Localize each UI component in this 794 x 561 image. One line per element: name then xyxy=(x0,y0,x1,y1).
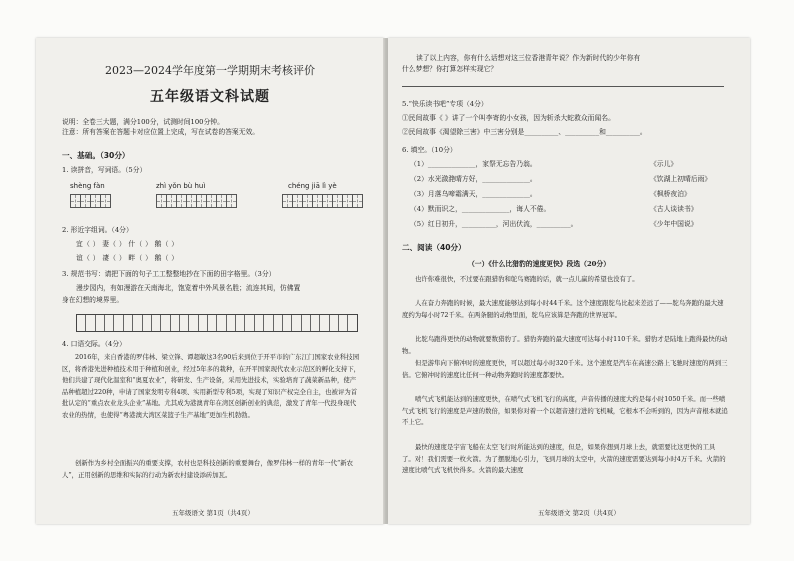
question-3: 3. 规范书写：请把下面的句子工工整整地抄在下面的田字格里。（3分） xyxy=(62,270,276,278)
question-6-item-1: （1）______________，家祭无忘告乃翁。 xyxy=(410,160,537,168)
q4-answer-line[interactable] xyxy=(402,76,724,87)
copy-writing-grid[interactable] xyxy=(76,314,358,332)
page-1-footer: 五年级语文 第1页（共4页） xyxy=(172,509,254,517)
reading-paragraph-2: 人在奋力奔跑的时候，最大速度能够达到每小时44千米。这个速度跟鸵鸟比起来差远了——鸵鸟奔跑的最大速度约为每小时72千米。在两条腿的动物里面，鸵鸟应该算是奔跑的世界冠军。 xyxy=(402,299,724,319)
reading-paragraph-4: 但是游隼向下俯冲时的速度更快，可以超过每小时320千米。这个速度是汽车在高速公路上飞驰时速度的两到三倍。它俯冲时的速度比任何一种动物奔跑时的速度都要快。 xyxy=(402,359,728,379)
question-6-source-4: 《古人谈读书》 xyxy=(650,205,698,213)
subject-title: 五年级语文科试题 xyxy=(150,89,270,105)
reading-paragraph-5: 喷气式飞机能达到的速度更快，在喷气式飞机飞行的高度，声音传播的速度大约是每小时1050千米。而一些喷气式飞机飞行的速度是声速的数倍，如果你对着一个以超音速行进的飞机喊，它根本不会听到的，因为声音根本就追不上它。 xyxy=(402,395,728,427)
reading-paragraph-6: 最快的速度是宇宙飞船在太空飞行时所能达到的速度，但是，如果你想到月球上去，就需要比这更快的工具了。对！我们需要一枚火箭。为了摆脱地心引力，飞到月球的太空中，火箭的速度需要达到每小时4万千米。火箭的速度比喷气式飞机快得多。火箭的最大速度 xyxy=(402,443,726,475)
pinyin-answer-grid-2[interactable] xyxy=(156,194,236,208)
question-1: 1. 读拼音，写词语。（5分） xyxy=(62,166,147,174)
page-2-footer: 五年级语文 第2页（共4页） xyxy=(538,509,620,517)
question-4-paragraph-2: 创新作为乡村全面振兴的重要支撑，农村也是科技创新的重要舞台，像罗伟林一样的青年一代“新农人”，正用创新的思维和实际的行动为新农村建设添砖加瓦。 xyxy=(62,459,354,479)
question-6-source-2: 《饮湖上初晴后雨》 xyxy=(650,175,712,183)
question-5-item-1: ①民间故事《 》讲了一个叫李寄的小女孩，因为斩杀大蛇救众而闻名。 xyxy=(402,114,615,122)
question-6: 6. 填空。（10分） xyxy=(402,146,457,154)
exam-title: 2023—2024学年度第一学期期末考核评价 xyxy=(105,64,315,77)
q4-continuation-line-1: 读了以上内容，你有什么话想对这三位香港青年说？作为新时代的少年你有 xyxy=(416,54,641,62)
section-1-heading: 一、基础。（30分） xyxy=(62,151,130,160)
question-5: 5.“快乐读书吧”专项（4分） xyxy=(402,100,488,108)
pinyin-1: shèng fàn xyxy=(70,182,105,190)
question-6-source-5: 《少年中国说》 xyxy=(650,220,698,228)
question-6-source-3: 《枫桥夜泊》 xyxy=(650,190,691,198)
question-6-source-1: 《示儿》 xyxy=(650,160,678,168)
question-6-item-5: （5）红日初升，__________，河出伏流，__________。 xyxy=(410,220,578,228)
question-5-item-2: ②民间故事《渴望除三害》中三害分别是__________、__________和__________。 xyxy=(402,128,647,136)
question-4-paragraph: 2016年，来自香港的罗伟林、梁立锋、谭超敏这3名90后来到位于开平市的广东江门国家农业科技园区，将香港先进种植技术用于种植和创业，经过5年多的栽种，在开平国家现代农业示范区的孵化支持下，他们共建了现代化温室和“奥夏农业”，将研发、生产设备，采用先进技术，实验培育了蔬菜新品种，使产品种植超过220种，申请了国家发明专利4项、实用新型专利5项，实现了知识产权完全自主，也被评为首批认定的“重点农业龙头企业”基地。尤其成为港澳青年在湾区创新创业的典范，激发了青年一代投身现代农业的热情，也使得“粤港澳大湾区菜篮子生产基地”更加生机勃勃。 xyxy=(62,353,361,419)
instructions-line-1: 说明：全卷三大题，满分100分，试测时间100分钟。 xyxy=(62,118,224,126)
question-6-item-4: （4）默而识之，______________，诲人不倦。 xyxy=(410,205,551,213)
exam-page-2 xyxy=(388,38,750,524)
question-6-item-3: （3）月落乌啼霜满天，______________。 xyxy=(410,190,537,198)
q4-continuation-line-2: 什么梦想？你打算怎样实现它？ xyxy=(402,65,498,73)
reading-paragraph-3: 比鸵鸟跑得更快的动物就要数猎豹了。猎豹奔跑的最大速度可达每小时110千米。猎豹才是陆地上跑得最快的动物。 xyxy=(402,335,728,355)
instructions-line-2: 注意：所有答案在答题卡对应位置上完成，写在试卷的答案无效。 xyxy=(62,128,260,136)
question-3-text-1: 漫步园内，有如漫游在天南海北，饱览着中外风景名胜；流连其间，仿佛置 xyxy=(76,284,301,292)
section-2-heading: 二、阅读（40分） xyxy=(402,243,466,252)
question-2: 2. 形近字组词。（4分） xyxy=(62,226,133,234)
pinyin-answer-grid-3[interactable] xyxy=(282,194,362,208)
question-6-item-2: （2）水光潋滟晴方好，______________。 xyxy=(410,175,537,183)
pinyin-3: chéng jiā lì yè xyxy=(288,182,337,190)
question-2-row-2: 谊（ ） 凄（ ） 畔（ ） 鹅（ ） xyxy=(76,254,179,262)
reading-passage-title: （一）《什么比猎豹的速度更快》段选（20分） xyxy=(468,260,610,268)
exam-page-1 xyxy=(36,38,384,524)
reading-paragraph-1: 也许你难很快，不过要在跟猎豹和鸵鸟赛跑的话，就一点儿赢的希望也没有了。 xyxy=(415,275,639,283)
question-3-text-2: 身在幻想的境界里。 xyxy=(62,296,124,304)
question-2-row-1: 宜（ ） 妻（ ） 什（ ） 鹅（ ） xyxy=(76,240,179,248)
pinyin-2: zhì yǒn bù huì xyxy=(156,182,206,190)
pinyin-answer-grid-1[interactable] xyxy=(70,194,110,208)
question-4: 4. 口语交际。（4分） xyxy=(62,340,126,348)
